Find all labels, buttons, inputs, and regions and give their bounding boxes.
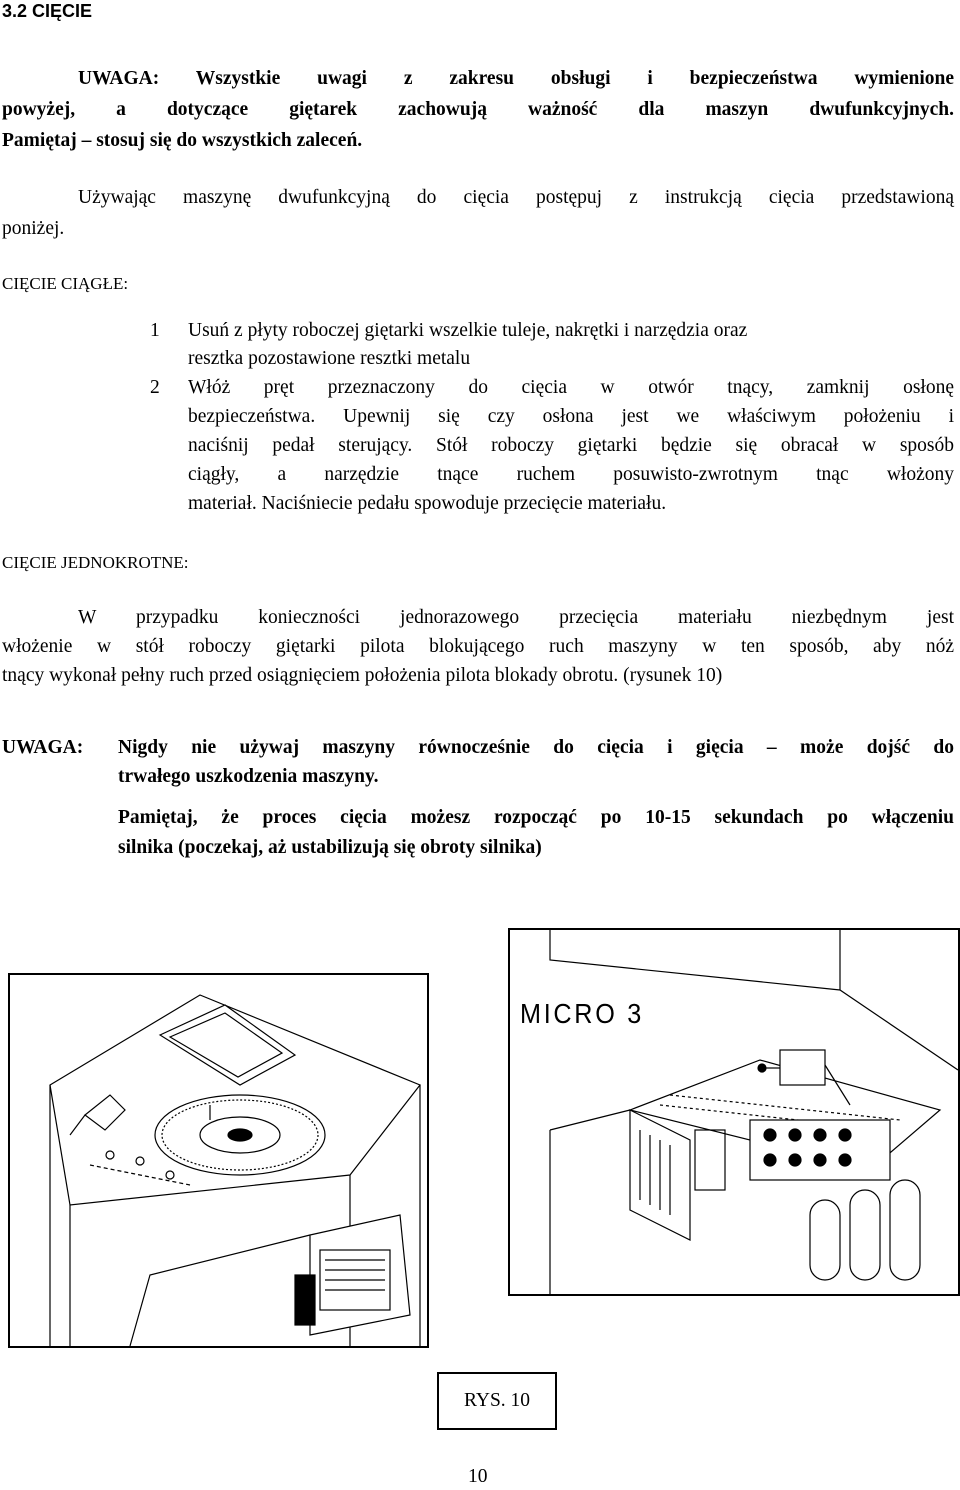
- single-line3: tnący wykonał pełny ruch przed osiągnięciem położenia pilota blokady obrotu. (rysunek 10): [2, 665, 723, 686]
- item2-line2: bezpieczeństwa. Upewnij się czy osłona jest we właściwym położeniu i: [188, 406, 954, 427]
- single-line2: włożenie w stół roboczy giętarki pilota blokującego ruch maszyny w ten sposób, aby nóż: [2, 636, 954, 657]
- continuous-heading: CIĘCIE CIĄGŁE:: [2, 274, 129, 293]
- item1-number: 1: [150, 320, 160, 341]
- item1-line1: Usuń z płyty roboczej giętarki wszelkie tuleje, nakrętki i narzędzia oraz: [188, 320, 748, 341]
- warning1-line1: UWAGA: Wszystkie uwagi z zakresu obsługi i bezpieczeństwa wymienione: [78, 68, 954, 89]
- item2-number: 2: [150, 377, 160, 398]
- section-title: 3.2 CIĘCIE: [2, 1, 93, 21]
- reminder-line1: Pamiętaj, że proces cięcia możesz rozpocząć po 10-15 sekundach po włączeniu: [118, 807, 954, 828]
- intro-line2: poniżej.: [2, 218, 65, 239]
- warning2-label: UWAGA:: [2, 737, 84, 758]
- item2-line1: Włóż pręt przeznaczony do cięcia w otwór tnący, zamknij osłonę: [188, 377, 954, 398]
- micro-label: MICRO 3: [520, 998, 644, 1029]
- reminder-line2: silnika (poczekaj, aż ustabilizują się obroty silnika): [118, 837, 542, 858]
- figure-caption: RYS. 10: [463, 1390, 531, 1411]
- warning1-line3: Pamiętaj – stosuj się do wszystkich zaleceń.: [2, 130, 363, 151]
- micro-switch-drawing: [508, 928, 960, 1296]
- single-heading: CIĘCIE JEDNOKROTNE:: [2, 553, 189, 572]
- intro-line1: Używając maszynę dwufunkcyjną do cięcia postępuj z instrukcją cięcia przedstawioną: [78, 187, 954, 208]
- page-number: 10: [468, 1466, 488, 1487]
- warning2-line2: trwałego uszkodzenia maszyny.: [118, 766, 379, 787]
- warning1-line2: powyżej, a dotyczące giętarek zachowują ważność dla maszyn dwufunkcyjnych.: [2, 99, 954, 120]
- machine-table-drawing: [8, 973, 429, 1348]
- item2-line4: ciągły, a narzędzie tnące ruchem posuwisto-zwrotnym tnąc włożony: [188, 464, 954, 485]
- item2-line5: materiał. Naciśniecie pedału spowoduje przecięcie materiału.: [188, 493, 667, 514]
- item2-line3: naciśnij pedał sterujący. Stół roboczy giętarki będzie się obracał w sposób: [188, 435, 954, 456]
- figure-caption-box: [437, 1372, 557, 1430]
- item1-line2: resztka pozostawione resztki metalu: [188, 348, 471, 369]
- single-line1: W przypadku konieczności jednorazowego przecięcia materiału niezbędnym jest: [78, 607, 954, 628]
- warning2-line1: Nigdy nie używaj maszyny równocześnie do cięcia i gięcia – może dojść do: [118, 737, 954, 758]
